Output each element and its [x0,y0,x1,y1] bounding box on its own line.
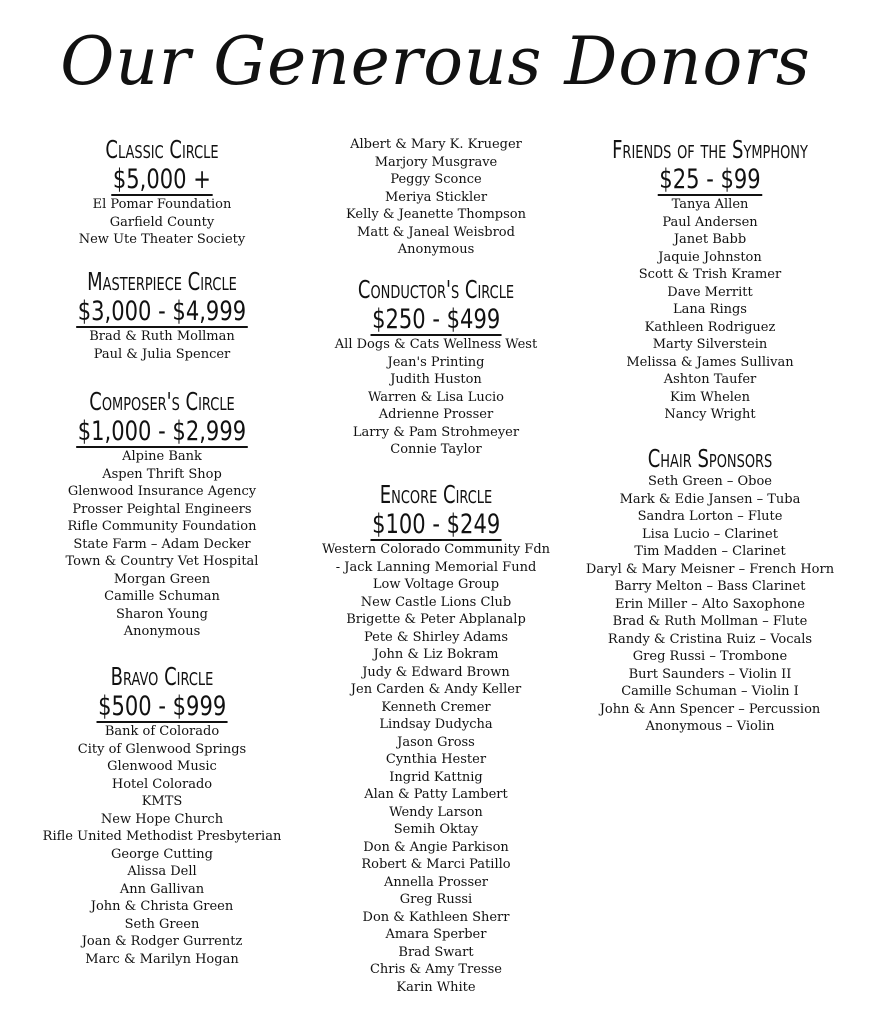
donor-name: Joan & Rodger Gurrentz [81,934,243,949]
donor-name: John & Ann Spencer – Percussion [599,701,821,717]
donor-name: Sharon Young [116,606,208,622]
donor-name: Tim Madden – Clarinet [634,544,786,559]
donor-list [12,328,312,363]
donor-name: Camille Schuman – Violin I [621,684,799,699]
donor-name: Marjory Musgrave [374,154,498,170]
donor-name: Marty Silverstein [652,337,768,352]
donor-name: Rifle Community Foundation [67,519,257,534]
section-range [12,296,312,328]
section-range-text: $500 - $999 [97,691,227,722]
donor-name: - Jack Lanning Memorial Fund [335,559,537,575]
donor-name: George Cutting [111,846,213,862]
section-title: Classic Circle [105,135,219,164]
donor-name: Glenwood Music [107,759,217,774]
donor-name: Cynthia Hester [385,752,487,767]
donor-name: John & Christa Green [90,899,234,914]
donor-section [12,136,312,249]
donor-section [560,136,860,424]
section-range [12,416,312,448]
section-range-text: $100 - $249 [371,509,501,540]
section-range [12,164,312,196]
section-range-text: $250 - $499 [371,304,501,335]
donor-list [12,448,312,641]
donor-name: Ann Gallivan [119,881,205,897]
donor-list [560,473,860,736]
donor-name: Meriya Stickler [384,189,488,205]
donor-name: Karin White [396,979,476,995]
donor-name: Connie Taylor [390,442,482,457]
section-title: Masterpiece Circle [87,267,237,296]
donor-name: Wendy Larson [389,804,483,820]
donor-list [286,336,586,459]
donor-name: Daryl & Mary Meisner – French Horn [585,561,835,577]
donor-section [12,663,312,968]
donor-name: Matt & Janeal Weisbrod [357,224,515,240]
donor-name: Chris & Amy Tresse [369,962,502,977]
donor-name: Kelly & Jeanette Thompson [346,207,526,222]
donor-name: Jaquie Johnston [658,249,762,265]
donor-name: Dave Merritt [667,284,753,300]
donor-section [286,481,586,996]
donor-name: Alissa Dell [127,864,197,879]
donor-name: Adrienne Prosser [378,407,494,422]
donor-name: El Pomar Foundation [92,197,232,212]
donor-name: Tanya Allen [671,197,749,212]
page-title: Our Generous Donors [60,23,811,100]
donor-name: Don & Kathleen Sherr [362,909,510,925]
section-title: Encore Circle [379,480,493,509]
donor-name: Western Colorado Community Fdn [321,542,551,557]
donor-section [560,445,860,736]
donor-name: Brad & Ruth Mollman [89,329,235,344]
donor-name: Hotel Colorado [111,776,213,792]
donor-name: Prosser Peightal Engineers [72,501,252,517]
donor-name: Bank of Colorado [104,724,220,739]
donor-name: Jason Gross [397,734,475,750]
donor-name: Brigette & Peter Abplanalp [346,612,526,627]
section-title: Composer's Circle [89,387,235,416]
donor-name: Anonymous – Violin [645,719,775,734]
donor-name: Glenwood Insurance Agency [67,484,257,499]
donor-name: Pete & Shirley Adams [363,629,509,645]
donor-name: Anonymous [123,624,201,639]
donor-list [286,541,586,996]
donor-name: Brad Swart [398,944,474,960]
donor-name: New Hope Church [100,811,224,827]
donor-name: Kim Whelen [670,389,750,405]
donor-name: Aspen Thrift Shop [102,466,222,482]
donor-name: Larry & Pam Strohmeyer [352,424,520,440]
donor-name: Nancy Wright [664,407,756,422]
donor-name: New Castle Lions Club [360,594,512,610]
donor-name: Annella Prosser [383,874,489,890]
donor-name: Seth Green – Oboe [648,474,772,489]
donor-name: All Dogs & Cats Wellness West [334,337,538,352]
donor-list [12,723,312,968]
donor-section [12,388,312,641]
donor-name: Judy & Edward Brown [362,664,510,680]
section-range [286,304,586,336]
donor-name: Mark & Edie Jansen – Tuba [619,491,801,507]
donor-section [286,276,586,459]
donor-name: Lana Rings [673,302,747,317]
section-range-text: $25 - $99 [659,164,761,195]
donor-name: Paul Andersen [662,214,758,230]
section-title: Chair Sponsors [647,444,773,473]
donor-list [286,136,586,259]
donor-name: Ashton Taufer [663,372,757,387]
donor-name: Garfield County [109,214,215,230]
donor-section [12,268,312,363]
donor-name: Peggy Sconce [390,172,482,187]
donor-name: Judith Huston [390,372,482,387]
donor-name: Brad & Ruth Mollman – Flute [612,614,808,629]
donor-name: Anonymous [397,242,475,257]
donor-name: Melissa & James Sullivan [626,354,794,370]
section-title: Bravo Circle [110,662,214,691]
donor-name: Morgan Green [113,571,211,587]
section-range [560,164,860,196]
section-range [12,691,312,723]
donor-list [560,196,860,424]
donor-name: Alan & Patty Lambert [364,787,508,802]
section-range-text: $1,000 - $2,999 [77,416,247,447]
section-title: Friends of the Symphony [612,135,808,164]
donor-name: Kathleen Rodriguez [644,319,776,335]
donor-name: Low Voltage Group [372,577,500,592]
donor-name: Jen Carden & Andy Keller [350,682,522,697]
donor-name: Rifle United Methodist Presbyterian [42,829,282,844]
donor-name: State Farm – Adam Decker [73,536,251,552]
donor-name: KMTS [141,794,183,809]
donor-name: City of Glenwood Springs [77,741,247,757]
donor-name: Ingrid Kattnig [389,769,483,785]
section-range-text: $5,000 + [112,164,212,195]
donor-name: Robert & Marci Patillo [361,857,511,872]
donor-name: Don & Angie Parkison [363,839,509,855]
section-title: Conductor's Circle [357,275,515,304]
donor-name: Scott & Trish Kramer [638,267,782,282]
donor-name: Paul & Julia Spencer [93,346,231,362]
donor-name: Lisa Lucio – Clarinet [642,526,778,542]
donor-name: Greg Russi – Trombone [632,649,788,664]
section-range [286,509,586,541]
donor-name: Janet Babb [673,232,747,247]
donor-name: Semih Oktay [393,822,479,837]
donor-name: Jean's Printing [387,354,485,370]
donor-name: Greg Russi [399,892,473,907]
donor-name: Kenneth Cremer [381,699,491,715]
donor-name: Marc & Marilyn Hogan [85,951,239,967]
donor-name: Town & Country Vet Hospital [65,554,259,569]
donor-section [286,136,586,259]
donor-name: Barry Melton – Bass Clarinet [614,579,806,594]
donor-name: Randy & Cristina Ruiz – Vocals [607,631,813,647]
donor-name: Sandra Lorton – Flute [637,509,783,524]
donor-name: Camille Schuman [104,589,220,604]
donor-name: Seth Green [124,916,200,932]
donor-name: Albert & Mary K. Krueger [350,137,522,152]
donor-name: Warren & Lisa Lucio [368,389,504,405]
donor-name: Burt Saunders – Violin II [628,666,792,682]
donor-list [12,196,312,249]
donor-name: Amara Sperber [385,927,487,942]
donor-name: Erin Miller – Alto Saxophone [615,596,805,612]
donor-name: John & Liz Bokram [373,647,499,662]
donor-name: Lindsay Dudycha [379,717,493,732]
donor-name: Alpine Bank [122,449,202,464]
donor-name: New Ute Theater Society [78,232,246,247]
section-range-text: $3,000 - $4,999 [77,296,247,327]
